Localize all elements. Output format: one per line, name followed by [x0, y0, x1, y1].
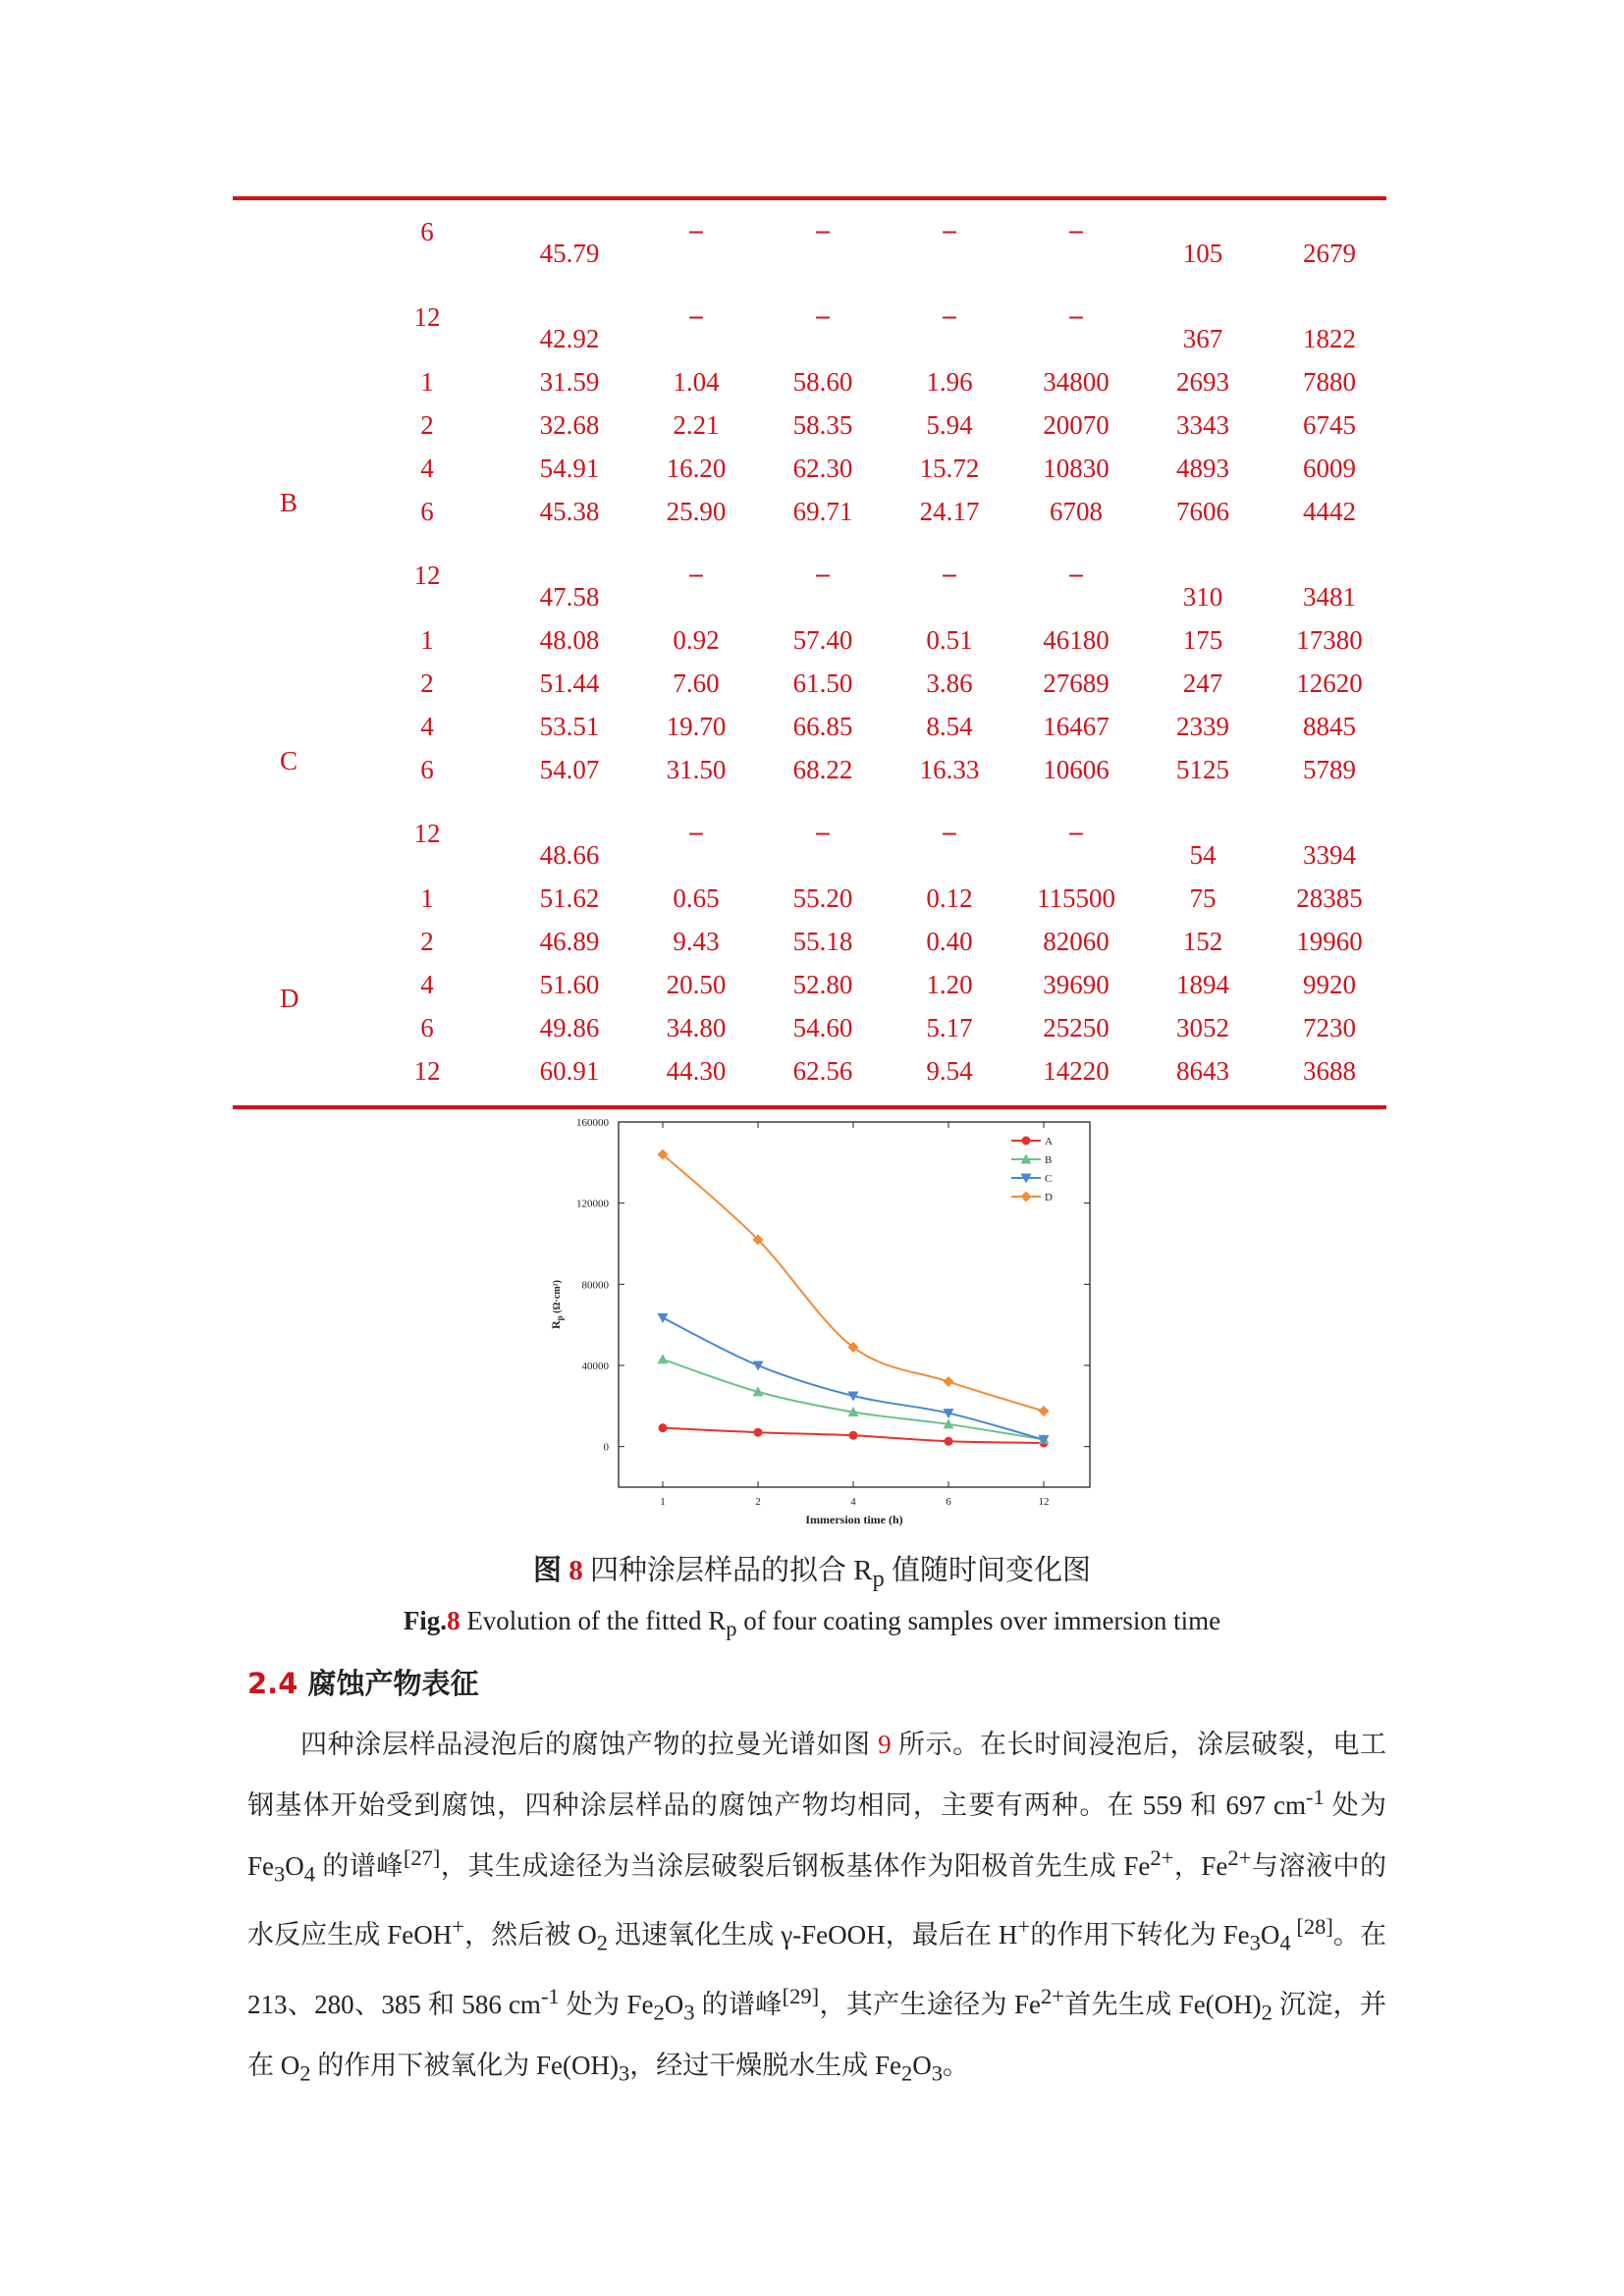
table-cell: 367 — [1182, 324, 1223, 353]
para-text: 沉淀，并在 O — [247, 1989, 1387, 2081]
group-label-d: D — [280, 984, 299, 1013]
table-cell: 44.30 — [666, 1056, 727, 1086]
table-cell: 0.92 — [673, 625, 720, 655]
table-cell: – — [1069, 817, 1083, 846]
table-cell: 310 — [1182, 582, 1223, 612]
table-cell: 6708 — [1050, 497, 1103, 526]
para-sup: 2+ — [1040, 1983, 1064, 2008]
table-cell: 54.91 — [539, 454, 600, 483]
para-text: 所示。在长时间浸泡后，涂层破裂，电工钢基体开始受到腐蚀，四种涂层样品的腐蚀产物均相同，主要有两种。在 559 和 697 cm — [247, 1730, 1387, 1820]
table-cell: 8.54 — [926, 712, 973, 741]
table-cell-time: 1 — [420, 625, 434, 655]
table-cell: 51.60 — [539, 970, 600, 999]
table-cell: 68.22 — [792, 755, 853, 784]
table-cell: 19960 — [1296, 927, 1363, 956]
table-cell: 66.85 — [792, 712, 853, 741]
para-text: O — [285, 1851, 304, 1881]
data-point-d — [1039, 1406, 1050, 1416]
table-cell: 31.50 — [666, 755, 727, 784]
x-tick-label: 1 — [660, 1496, 666, 1508]
table-cell: 57.40 — [792, 625, 853, 655]
x-axis-label: Immersion time (h) — [805, 1513, 903, 1526]
table-cell: 27689 — [1043, 668, 1110, 698]
para-sub: 3 — [683, 2000, 695, 2025]
table-cell: 9.54 — [926, 1056, 973, 1086]
table-cell: 2693 — [1176, 367, 1229, 397]
table-cell: 58.35 — [792, 410, 853, 440]
para-sub: 3 — [618, 2060, 630, 2086]
table-cell: 3.86 — [926, 668, 973, 698]
para-text: O — [664, 1989, 684, 2019]
table-cell: 8643 — [1176, 1056, 1229, 1086]
y-tick-label: 120000 — [576, 1198, 609, 1210]
table-cell: 62.30 — [792, 454, 853, 483]
figure-ref-link[interactable]: 9 — [878, 1730, 892, 1759]
table-cell: 12620 — [1296, 668, 1363, 698]
table-cell: – — [943, 817, 956, 846]
table-cell: 5.17 — [926, 1013, 973, 1042]
citation-link[interactable]: [29] — [782, 1983, 820, 2008]
section-number[interactable]: 2.4 — [247, 1667, 298, 1700]
para-text: 迅速氧化生成 γ-FeOOH，最后在 H — [608, 1920, 1018, 1950]
legend-label-c: C — [1045, 1173, 1053, 1185]
y-axis-label: $R_p$ $^{(\Omega\cdot cm^2)}$ — [549, 1280, 565, 1329]
table-cell: – — [1069, 300, 1083, 330]
y-tick-label: 0 — [603, 1441, 609, 1454]
table-cell-time: 1 — [420, 367, 434, 397]
table-cell: 0.12 — [926, 883, 973, 913]
body-paragraph — [247, 1718, 1386, 2101]
table-cell: 53.51 — [539, 712, 600, 741]
table-cell: 3343 — [1176, 410, 1229, 440]
para-sub: 3 — [274, 1861, 286, 1887]
table-cell: 10606 — [1043, 755, 1110, 784]
table-cell: 42.92 — [539, 324, 600, 353]
para-sup: 2+ — [1150, 1845, 1174, 1870]
table-cell: – — [1069, 215, 1083, 244]
data-point-a — [945, 1437, 953, 1446]
citation-link[interactable]: [27] — [403, 1845, 441, 1870]
para-text: ，其产生途径为 Fe — [819, 1989, 1041, 2019]
table-cell: 0.51 — [926, 625, 973, 655]
table-cell: 54.60 — [792, 1013, 853, 1042]
legend-marker-a — [1022, 1137, 1031, 1146]
para-text: ，经过干燥脱水生成 Fe — [629, 2051, 901, 2081]
para-text: 处为 Fe — [247, 1790, 1387, 1881]
table-cell-time: 12 — [413, 1056, 441, 1086]
para-sub: 2 — [1261, 2000, 1272, 2025]
data-point-c — [658, 1313, 669, 1323]
para-sup: + — [452, 1914, 464, 1940]
table-cell: – — [816, 817, 830, 846]
table-cell: 19.70 — [666, 712, 727, 741]
table-cell: – — [943, 300, 956, 330]
table-cell: 247 — [1182, 668, 1223, 698]
table-cell: 46180 — [1043, 625, 1110, 655]
para-sub: 3 — [931, 2060, 943, 2086]
table-cell: – — [689, 215, 703, 244]
table-cell: 0.65 — [673, 883, 720, 913]
y-tick-label: 80000 — [581, 1279, 609, 1292]
caption-en-label: Fig. — [403, 1606, 448, 1635]
table-cell-time: 6 — [420, 497, 434, 526]
table-cell: 5789 — [1303, 755, 1356, 784]
section-heading — [247, 1662, 478, 1702]
para-text: ，Fe — [1173, 1851, 1228, 1881]
rp-line-chart — [530, 1104, 1100, 1536]
table-cell: 3688 — [1303, 1056, 1356, 1086]
para-text: O — [1260, 1920, 1280, 1950]
table-cell: 9920 — [1303, 970, 1356, 999]
table-cell: 6745 — [1303, 410, 1356, 440]
table-cell: 31.59 — [539, 367, 600, 397]
caption-cn-text-post: 值随时间变化图 — [884, 1555, 1091, 1586]
table-cell: 20070 — [1043, 410, 1110, 440]
table-cell: 16.33 — [919, 755, 980, 784]
table-cell-time: 12 — [413, 819, 441, 848]
table-cell: 1.04 — [673, 367, 720, 397]
table-cell: 48.08 — [539, 625, 600, 655]
table-cell: 105 — [1182, 239, 1223, 268]
table-cell: 0.40 — [926, 927, 973, 956]
para-sub: 4 — [1279, 1930, 1291, 1955]
x-tick-label: 2 — [755, 1496, 761, 1508]
para-text: 首先生成 Fe(OH) — [1063, 1989, 1262, 2019]
para-sup: -1 — [1306, 1785, 1325, 1809]
para-sub: 2 — [596, 1930, 609, 1955]
table-cell: 52.80 — [792, 970, 853, 999]
x-tick-label: 4 — [850, 1496, 856, 1508]
table-cell: – — [689, 300, 703, 330]
para-text: 的作用下转化为 Fe — [1030, 1920, 1250, 1950]
table-cell: 1894 — [1176, 970, 1229, 999]
table-cell-time: 2 — [420, 668, 434, 698]
para-text: 与溶液中的水反应生成 FeOH — [247, 1851, 1387, 1950]
para-text: 。在 213、280、385 和 586 cm — [247, 1920, 1387, 2019]
table-cell-time: 6 — [420, 217, 434, 246]
table-cell-time: 4 — [420, 712, 434, 741]
legend-label-b: B — [1045, 1154, 1053, 1166]
para-sup: -1 — [540, 1983, 560, 2008]
table-cell: 24.17 — [919, 497, 980, 526]
caption-en-text: Evolution of the fitted R — [460, 1606, 727, 1635]
table-cell: 6009 — [1303, 454, 1356, 483]
table-cell: 34800 — [1043, 367, 1110, 397]
table-cell: 58.60 — [792, 367, 853, 397]
table-cell: 17380 — [1296, 625, 1363, 655]
table-cell: 75 — [1189, 883, 1217, 913]
table-cell: 61.50 — [792, 668, 853, 698]
caption-en-sub: p — [726, 1616, 737, 1641]
legend-label-a: A — [1045, 1136, 1053, 1148]
table-cell: 5125 — [1176, 755, 1229, 784]
table-cell: 1822 — [1303, 324, 1356, 353]
table-cell: 32.68 — [539, 410, 600, 440]
table-cell: 20.50 — [666, 970, 727, 999]
table-cell: 48.66 — [539, 840, 600, 870]
table-cell: 55.20 — [792, 883, 853, 913]
series-line-d — [663, 1154, 1044, 1411]
para-sub: 2 — [299, 2060, 311, 2086]
x-tick-label: 6 — [946, 1496, 951, 1508]
table-cell: – — [943, 215, 956, 244]
table-cell: – — [1069, 559, 1083, 588]
data-point-a — [849, 1431, 858, 1440]
para-text: 的谱峰 — [694, 1989, 783, 2019]
data-point-b — [658, 1354, 669, 1363]
para-text: ，然后被 O — [463, 1920, 597, 1950]
table-cell: 10830 — [1043, 454, 1110, 483]
table-cell: – — [816, 300, 830, 330]
table-cell: 25.90 — [666, 497, 727, 526]
caption-cn-label: 图 — [533, 1553, 563, 1586]
legend-label-d: D — [1045, 1192, 1053, 1203]
table-cell-time: 4 — [420, 970, 434, 999]
table-cell: – — [943, 559, 956, 588]
table-cell: 115500 — [1037, 883, 1115, 913]
table-cell: 15.72 — [919, 454, 980, 483]
table-cell-time: 12 — [413, 561, 441, 590]
table-cell: 34.80 — [666, 1013, 727, 1042]
table-cell: 54 — [1189, 840, 1217, 870]
table-cell: 46.89 — [539, 927, 600, 956]
table-cell: 45.38 — [539, 497, 600, 526]
table-cell: 16467 — [1043, 712, 1110, 741]
table-cell: 1.96 — [926, 367, 973, 397]
table-cell: 82060 — [1043, 927, 1110, 956]
para-sub: 4 — [303, 1861, 315, 1887]
data-point-a — [659, 1423, 668, 1432]
table-cell: 28385 — [1296, 883, 1363, 913]
citation-link[interactable]: [28] — [1290, 1914, 1333, 1940]
data-point-a — [754, 1428, 763, 1437]
para-sup: + — [1017, 1914, 1031, 1940]
section-title: 腐蚀产物表征 — [298, 1667, 479, 1700]
x-tick-label: 12 — [1038, 1496, 1050, 1508]
para-sub: 3 — [1249, 1930, 1261, 1955]
caption-cn-sub: p — [872, 1565, 885, 1592]
table-cell: 2.21 — [673, 410, 720, 440]
table-cell: 14220 — [1043, 1056, 1110, 1086]
caption-cn-num[interactable]: 8 — [568, 1555, 583, 1586]
table-cell: 7230 — [1303, 1013, 1356, 1042]
figure-caption-cn — [0, 1548, 1624, 1593]
para-text: ，其生成途径为当涂层破裂后钢板基体作为阳极首先生成 Fe — [440, 1851, 1151, 1881]
table-cell: – — [816, 559, 830, 588]
table-cell-time: 12 — [413, 302, 441, 332]
table-cell: 4893 — [1176, 454, 1229, 483]
para-sub: 2 — [900, 2060, 913, 2086]
table-cell: 175 — [1182, 625, 1223, 655]
table-cell-time: 2 — [420, 410, 434, 440]
table-cell: 69.71 — [792, 497, 853, 526]
para-text: 处为 Fe — [559, 1989, 654, 2019]
para-text: 的谱峰 — [315, 1851, 404, 1881]
table-cell: 3052 — [1176, 1013, 1229, 1042]
table-cell: 25250 — [1043, 1013, 1110, 1042]
figure-caption-en — [0, 1606, 1624, 1641]
table-cell: 16.20 — [666, 454, 727, 483]
para-text: 。 — [942, 2051, 969, 2081]
table-cell: 4442 — [1303, 497, 1356, 526]
table-cell: 3394 — [1303, 840, 1356, 870]
para-text: 四种涂层样品浸泡后的腐蚀产物的拉曼光谱如图 — [300, 1730, 871, 1759]
caption-en-text-post: of four coating samples over immersion time — [736, 1606, 1221, 1635]
table-cell: 2339 — [1176, 712, 1229, 741]
table-cell: 55.18 — [792, 927, 853, 956]
table-cell: 3481 — [1303, 582, 1356, 612]
table-cell: – — [816, 215, 830, 244]
table-cell: 45.79 — [539, 239, 600, 268]
table-cell: 7880 — [1303, 367, 1356, 397]
data-point-d — [944, 1376, 954, 1387]
table-cell: 7606 — [1176, 497, 1229, 526]
para-text: 的作用下被氧化为 Fe(OH) — [310, 2051, 619, 2081]
y-tick-label: 40000 — [581, 1361, 609, 1372]
table-cell: 39690 — [1043, 970, 1110, 999]
table-cell: 49.86 — [539, 1013, 600, 1042]
table-cell: 54.07 — [539, 755, 600, 784]
group-label-c: C — [280, 746, 298, 775]
y-tick-label: 160000 — [576, 1117, 609, 1129]
table-cell: 2679 — [1303, 239, 1356, 268]
table-cell: 60.91 — [539, 1056, 600, 1086]
para-sup: 2+ — [1227, 1845, 1252, 1870]
table-top-rule — [233, 196, 1386, 200]
table-cell: – — [689, 817, 703, 846]
table-cell-time: 1 — [420, 883, 434, 913]
table-cell: 8845 — [1303, 712, 1356, 741]
table-cell: 1.20 — [926, 970, 973, 999]
table-cell: 47.58 — [539, 582, 600, 612]
table-cell-time: 6 — [420, 755, 434, 784]
caption-en-num[interactable]: 8 — [447, 1606, 460, 1635]
para-text: O — [912, 2051, 932, 2081]
table-cell-time: 2 — [420, 927, 434, 956]
table-cell: 51.44 — [539, 668, 600, 698]
table-cell: 62.56 — [792, 1056, 853, 1086]
table-cell-time: 6 — [420, 1013, 434, 1042]
table-cell: – — [689, 559, 703, 588]
caption-cn-text: 四种涂层样品的拟合 R — [590, 1555, 873, 1586]
table-cell: 152 — [1182, 927, 1223, 956]
group-label-b: B — [280, 488, 298, 517]
table-cell: 9.43 — [673, 927, 720, 956]
table-cell: 51.62 — [539, 883, 600, 913]
legend-marker-d — [1021, 1192, 1032, 1202]
table-cell: 7.60 — [673, 668, 720, 698]
table-cell: 5.94 — [926, 410, 973, 440]
table-cell-time: 4 — [420, 454, 434, 483]
para-sub: 2 — [653, 2000, 665, 2025]
